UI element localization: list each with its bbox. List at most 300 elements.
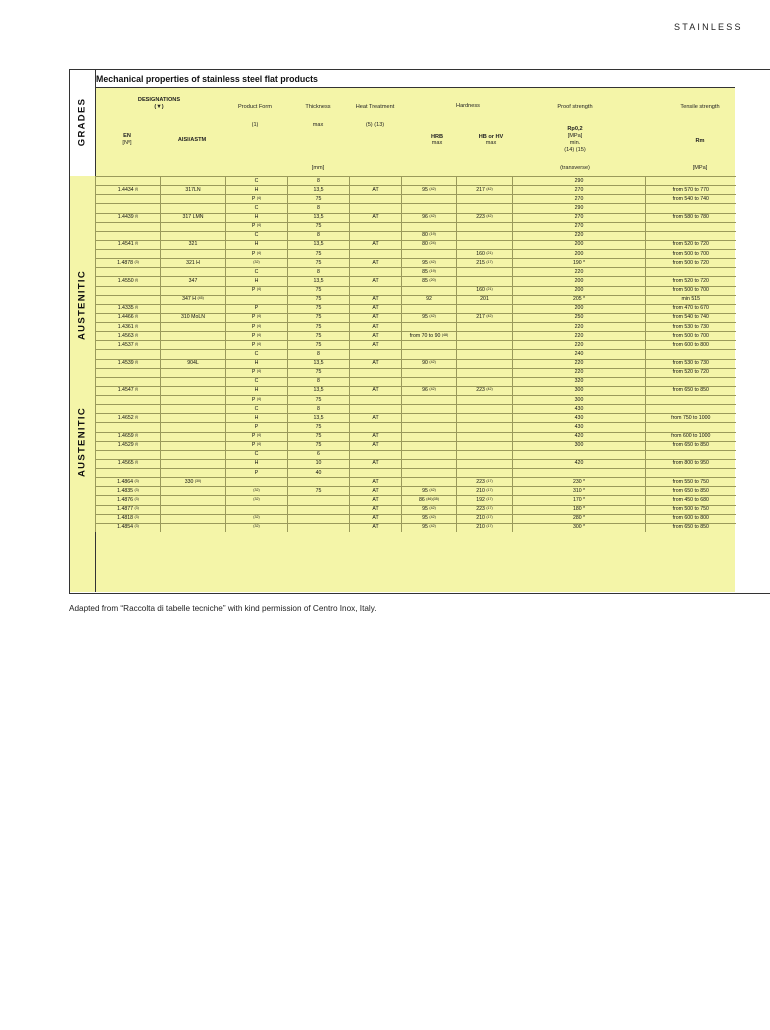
cell-aisi [161, 523, 226, 532]
cell-hb [457, 341, 513, 350]
footnote-ref: (4) [256, 250, 262, 255]
cell-hrb: 85 $^{(19)}$ [402, 268, 457, 277]
cell-tensile [646, 396, 736, 405]
cell-hb: 217 $^{(42)}$ [457, 313, 513, 322]
cell-en: 1.4877 $^{(3)}$ [96, 505, 161, 514]
cell-hb: 160 $^{(21)}$ [457, 286, 513, 295]
cell-en [96, 286, 161, 295]
cell-en: 1.4466 $^{(l)}$ [96, 313, 161, 322]
cell-heat-treatment [350, 469, 402, 478]
cell-thickness: 75 [288, 396, 350, 405]
cell-tensile [646, 268, 736, 277]
cell-form: C [226, 204, 288, 213]
cell-en [96, 450, 161, 459]
footnote-ref: (l) [135, 323, 139, 328]
cell-hrb [402, 341, 457, 350]
cell-hb: 217 $^{(42)}$ [457, 186, 513, 195]
cell-thickness: 13,5 [288, 277, 350, 286]
cell-hb [457, 177, 513, 186]
cell-thickness [288, 505, 350, 514]
table-row [96, 177, 736, 186]
cell-proof: 200 [513, 304, 646, 313]
cell-tensile [646, 450, 736, 459]
footnote-ref: (3) [134, 259, 139, 264]
cell-hb [457, 396, 513, 405]
footnote-ref: (32) [253, 259, 260, 264]
cell-thickness [288, 523, 350, 532]
cell-heat-treatment: AT [350, 277, 402, 286]
table-row [96, 377, 736, 386]
cell-proof: 220 [513, 268, 646, 277]
footnote-ref: (42) [486, 186, 493, 191]
cell-hrb: 95 $^{(42)}$ [402, 186, 457, 195]
cell-en [96, 222, 161, 231]
cell-form: P $^{(4)}$ [226, 313, 288, 322]
proof-symbol: Rp0,2 [567, 126, 583, 132]
cell-proof: 200 [513, 286, 646, 295]
cell-aisi [161, 469, 226, 478]
cell-heat-treatment [350, 396, 402, 405]
cell-heat-treatment [350, 250, 402, 259]
table-row [96, 204, 736, 213]
footnote-ref: (42) [429, 214, 436, 219]
cell-aisi [161, 514, 226, 523]
cell-thickness: 8 [288, 377, 350, 386]
cell-thickness: 75 [288, 304, 350, 313]
cell-form: C [226, 450, 288, 459]
cell-aisi [161, 286, 226, 295]
cell-en: 1.4335 $^{(l)}$ [96, 304, 161, 313]
table-row [96, 259, 736, 268]
cell-hb [457, 432, 513, 441]
cell-en: 1.4864 $^{(3)}$ [96, 478, 161, 487]
cell-form: P [226, 304, 288, 313]
footnote-ref: (l) [135, 332, 139, 337]
cell-en: 1.4547 $^{(l)}$ [96, 386, 161, 395]
cell-hrb [402, 469, 457, 478]
footnote-ref: (42) [429, 524, 436, 529]
cell-thickness: 75 [288, 487, 350, 496]
cell-tensile: from 650 to 850 [646, 523, 736, 532]
cell-heat-treatment: AT [350, 441, 402, 450]
cell-en [96, 350, 161, 359]
footnote-ref: (4) [256, 195, 262, 200]
proof-min: min. [569, 140, 581, 146]
cell-form: H [226, 386, 288, 395]
cell-en [96, 469, 161, 478]
table-row [96, 405, 736, 414]
cell-tensile: from 530 to 730 [646, 323, 736, 332]
en-number-header: [Nº] [122, 140, 132, 146]
cell-thickness: 75 [288, 195, 350, 204]
cell-form: P $^{(4)}$ [226, 332, 288, 341]
footnote-ref: (l) [135, 460, 139, 465]
cell-tensile: min 515 [646, 295, 736, 304]
cell-heat-treatment: AT [350, 304, 402, 313]
cell-thickness: 75 [288, 295, 350, 304]
cell-aisi: 347 [161, 277, 226, 286]
cell-proof: 300 * [513, 523, 646, 532]
cell-hb [457, 195, 513, 204]
cell-thickness: 8 [288, 405, 350, 414]
cell-heat-treatment: AT [350, 432, 402, 441]
cell-heat-treatment: AT [350, 240, 402, 249]
cell-hrb: 96 $^{(42)}$ [402, 213, 457, 222]
cell-thickness: 75 [288, 222, 350, 231]
table-row [96, 286, 736, 295]
cell-hrb [402, 222, 457, 231]
cell-hb [457, 332, 513, 341]
footnote-ref: (4) [256, 442, 262, 447]
cell-tensile [646, 469, 736, 478]
product-form-header: Product Form [238, 104, 272, 110]
footnote-ref: (4) [256, 369, 262, 374]
cell-thickness: 8 [288, 268, 350, 277]
cell-thickness: 13,5 [288, 186, 350, 195]
cell-aisi [161, 268, 226, 277]
cell-aisi [161, 250, 226, 259]
cell-thickness: 8 [288, 231, 350, 240]
cell-en [96, 396, 161, 405]
cell-hrb: 95 $^{(42)}$ [402, 487, 457, 496]
cell-hb [457, 350, 513, 359]
footnote-ref: (l) [135, 433, 139, 438]
cell-aisi [161, 487, 226, 496]
table-row [96, 332, 736, 341]
footnote-ref: (4) [256, 314, 262, 319]
cell-hrb [402, 204, 457, 213]
tensile-strength-header: Tensile strength [680, 104, 720, 110]
cell-tensile: from 470 to 670 [646, 304, 736, 313]
footnote-ref: (46)(35) [426, 496, 440, 501]
cell-aisi [161, 368, 226, 377]
cell-en: 1.4652 $^{(l)}$ [96, 414, 161, 423]
footnote-ref: (42) [429, 186, 436, 191]
cell-heat-treatment: AT [350, 186, 402, 195]
footnote-ref: (l) [135, 186, 139, 191]
cell-thickness: 75 [288, 332, 350, 341]
cell-hrb: 92 [402, 295, 457, 304]
cell-thickness: 13,5 [288, 386, 350, 395]
table-row [96, 359, 736, 368]
cell-hrb [402, 323, 457, 332]
cell-proof: 420 [513, 432, 646, 441]
cell-aisi [161, 231, 226, 240]
cell-thickness [288, 514, 350, 523]
cell-hrb: 96 $^{(42)}$ [402, 386, 457, 395]
footnote-ref: (42) [429, 487, 436, 492]
cell-en [96, 268, 161, 277]
cell-form: C [226, 405, 288, 414]
cell-heat-treatment [350, 405, 402, 414]
cell-hb [457, 304, 513, 313]
cell-hrb: 95 $^{(42)}$ [402, 313, 457, 322]
footnote-ref: (32) [253, 487, 260, 492]
cell-tensile: from 550 to 750 [646, 478, 736, 487]
cell-form [226, 496, 288, 505]
cell-heat-treatment: AT [350, 213, 402, 222]
cell-proof: 280 * [513, 514, 646, 523]
cell-tensile: from 500 to 750 [646, 505, 736, 514]
cell-form: P $^{(4)}$ [226, 441, 288, 450]
cell-form: P [226, 423, 288, 432]
cell-tensile: from 520 to 720 [646, 240, 736, 249]
cell-heat-treatment [350, 231, 402, 240]
cell-tensile: from 600 to 800 [646, 514, 736, 523]
cell-hrb: 95 $^{(42)}$ [402, 523, 457, 532]
footnote-ref: (3) [134, 496, 139, 501]
footnote-ref: (3) [134, 506, 139, 511]
cell-aisi [161, 459, 226, 468]
table-row [96, 386, 736, 395]
cell-tensile: from 600 to 1000 [646, 432, 736, 441]
table-row [96, 250, 736, 259]
cell-aisi [161, 396, 226, 405]
cell-aisi: 317LN [161, 186, 226, 195]
cell-thickness: 75 [288, 286, 350, 295]
cell-tensile [646, 177, 736, 186]
group-label-austenitic-2: AUSTENITIC [76, 407, 88, 477]
cell-aisi [161, 496, 226, 505]
cell-hrb [402, 432, 457, 441]
footnote-ref: (3) [134, 478, 139, 483]
cell-hb [457, 423, 513, 432]
footnote-ref: (42) [486, 387, 493, 392]
cell-hrb: 90 $^{(42)}$ [402, 359, 457, 368]
cell-proof: 300 [513, 396, 646, 405]
cell-en [96, 377, 161, 386]
cell-hrb [402, 478, 457, 487]
cell-en: 1.4361 $^{(l)}$ [96, 323, 161, 332]
cell-hrb: 80 $^{(24)}$ [402, 240, 457, 249]
table-row [96, 222, 736, 231]
cell-hrb: 95 $^{(42)}$ [402, 505, 457, 514]
cell-form [226, 505, 288, 514]
footnote-ref: (l) [135, 214, 139, 219]
cell-proof: 290 [513, 204, 646, 213]
source-footnote: Adapted from “Raccolta di tabelle tecniche” with kind permission of Centro Inox, Italy. [69, 604, 377, 613]
cell-proof: 220 [513, 359, 646, 368]
cell-hrb: 95 $^{(42)}$ [402, 514, 457, 523]
cell-form: C [226, 268, 288, 277]
footnote-ref: (21) [486, 250, 493, 255]
cell-proof: 270 [513, 186, 646, 195]
cell-proof: 250 [513, 313, 646, 322]
cell-proof: 430 [513, 414, 646, 423]
table-row [96, 487, 736, 496]
cell-form: P $^{(4)}$ [226, 341, 288, 350]
cell-form: H [226, 240, 288, 249]
cell-tensile: from 520 to 720 [646, 277, 736, 286]
cell-tensile [646, 423, 736, 432]
table-row [96, 313, 736, 322]
hb-header: HB or HV [478, 134, 504, 140]
cell-aisi [161, 177, 226, 186]
cell-thickness: 75 [288, 323, 350, 332]
cell-hrb [402, 195, 457, 204]
table-row [96, 268, 736, 277]
table-row [96, 450, 736, 459]
cell-heat-treatment: AT [350, 414, 402, 423]
cell-hb: 223 $^{(42)}$ [457, 213, 513, 222]
cell-aisi [161, 350, 226, 359]
cell-proof: 205 * [513, 295, 646, 304]
cell-en [96, 295, 161, 304]
footnote-ref: (45) [197, 296, 204, 301]
cell-aisi [161, 332, 226, 341]
cell-hb: 201 [457, 295, 513, 304]
cell-tensile: from 650 to 850 [646, 386, 736, 395]
footnote-ref: (20) [429, 277, 436, 282]
footnote-ref: (32) [253, 515, 260, 520]
footnote-ref: (3) [134, 515, 139, 520]
cell-thickness: 75 [288, 423, 350, 432]
cell-en [96, 405, 161, 414]
cell-thickness: 75 [288, 250, 350, 259]
footnote-ref: (17) [486, 478, 493, 483]
cell-en: 1.4563 $^{(l)}$ [96, 332, 161, 341]
cell-heat-treatment [350, 195, 402, 204]
cell-aisi [161, 432, 226, 441]
cell-hb [457, 377, 513, 386]
cell-proof: 230 * [513, 478, 646, 487]
cell-hrb [402, 368, 457, 377]
cell-aisi [161, 405, 226, 414]
cell-thickness: 75 [288, 341, 350, 350]
cell-hb [457, 441, 513, 450]
properties-table [95, 176, 736, 532]
cell-heat-treatment [350, 450, 402, 459]
cell-en [96, 231, 161, 240]
cell-hb [457, 359, 513, 368]
cell-tensile: from 540 to 740 [646, 195, 736, 204]
cell-aisi: 904L [161, 359, 226, 368]
group-label-austenitic-1: AUSTENITIC [76, 270, 88, 340]
cell-thickness: 75 [288, 368, 350, 377]
cell-aisi: 310 MoLN [161, 313, 226, 322]
footnote-ref: (21) [486, 287, 493, 292]
footnote-ref: (3) [134, 487, 139, 492]
cell-hrb: 95 $^{(42)}$ [402, 259, 457, 268]
cell-tensile: from 650 to 850 [646, 487, 736, 496]
cell-thickness: 75 [288, 432, 350, 441]
tensile-unit: [MPa] [692, 165, 708, 171]
cell-form: P $^{(4)}$ [226, 368, 288, 377]
cell-thickness: 10 [288, 459, 350, 468]
proof-notes: (14) (15) [564, 147, 586, 153]
tensile-symbol: Rm [695, 138, 705, 144]
cell-heat-treatment: AT [350, 295, 402, 304]
cell-hb: 215 $^{(17)}$ [457, 259, 513, 268]
cell-proof: 220 [513, 332, 646, 341]
table-row [96, 213, 736, 222]
cell-tensile [646, 405, 736, 414]
thickness-header: Thickness [305, 104, 331, 110]
cell-proof: 200 [513, 277, 646, 286]
cell-heat-treatment [350, 350, 402, 359]
cell-en: 1.4434 $^{(l)}$ [96, 186, 161, 195]
cell-aisi [161, 414, 226, 423]
designations-header: DESIGNATIONS [137, 97, 181, 103]
cell-tensile [646, 222, 736, 231]
cell-heat-treatment [350, 423, 402, 432]
footnote-ref: (24) [429, 241, 436, 246]
hardness-header: Hardness [456, 103, 480, 109]
footnote-ref: (4) [256, 323, 262, 328]
cell-hrb [402, 450, 457, 459]
cell-hrb [402, 441, 457, 450]
cell-hb: 210 $^{(17)}$ [457, 514, 513, 523]
table-row [96, 231, 736, 240]
heat-treatment-note: (5) (13) [365, 122, 385, 128]
cell-form [226, 259, 288, 268]
cell-tensile [646, 231, 736, 240]
cell-form: H [226, 213, 288, 222]
cell-thickness: 6 [288, 450, 350, 459]
proof-transverse: (transverse) [560, 165, 590, 171]
footnote-ref: (l) [135, 241, 139, 246]
proof-strength-header: Proof strength [557, 104, 593, 110]
cell-tensile: from 650 to 850 [646, 441, 736, 450]
table-row [96, 469, 736, 478]
cell-thickness: 75 [288, 259, 350, 268]
table-row [96, 341, 736, 350]
cell-form [226, 295, 288, 304]
cell-proof: 220 [513, 368, 646, 377]
footnote-ref: (42) [429, 314, 436, 319]
cell-hrb [402, 286, 457, 295]
cell-hrb: 86 $^{(46)(35)}$ [402, 496, 457, 505]
thickness-unit: [mm] [311, 165, 325, 171]
cell-hb: 210 $^{(17)}$ [457, 523, 513, 532]
table-row [96, 277, 736, 286]
cell-hrb [402, 304, 457, 313]
cell-en: 1.4878 $^{(3)}$ [96, 259, 161, 268]
table-row [96, 295, 736, 304]
cell-proof: 270 [513, 195, 646, 204]
cell-aisi [161, 441, 226, 450]
footnote-ref: (4) [256, 433, 262, 438]
cell-hrb [402, 250, 457, 259]
cell-en: 1.4565 $^{(l)}$ [96, 459, 161, 468]
table-row [96, 523, 736, 532]
cell-hb: 223 $^{(42)}$ [457, 386, 513, 395]
cell-thickness [288, 496, 350, 505]
cell-form: P $^{(4)}$ [226, 396, 288, 405]
cell-proof: 220 [513, 341, 646, 350]
cell-tensile: from 500 to 700 [646, 250, 736, 259]
cell-hb: 160 $^{(21)}$ [457, 250, 513, 259]
page-header: STAINLESS [674, 22, 743, 32]
cell-thickness: 8 [288, 177, 350, 186]
cell-heat-treatment: AT [350, 332, 402, 341]
footnote-ref: (l) [135, 314, 139, 319]
footnote-ref: (42) [429, 360, 436, 365]
cell-en [96, 368, 161, 377]
footnote-ref: (17) [486, 515, 493, 520]
cell-proof: 270 [513, 213, 646, 222]
cell-tensile [646, 204, 736, 213]
cell-proof: 220 [513, 323, 646, 332]
cell-proof: 430 [513, 405, 646, 414]
cell-heat-treatment: AT [350, 487, 402, 496]
hb-max: max [485, 140, 497, 146]
table-row [96, 478, 736, 487]
cell-tensile: from 500 to 720 [646, 259, 736, 268]
footnote-ref: (19) [429, 268, 436, 273]
cell-en: 1.4529 $^{(l)}$ [96, 441, 161, 450]
cell-hrb [402, 377, 457, 386]
